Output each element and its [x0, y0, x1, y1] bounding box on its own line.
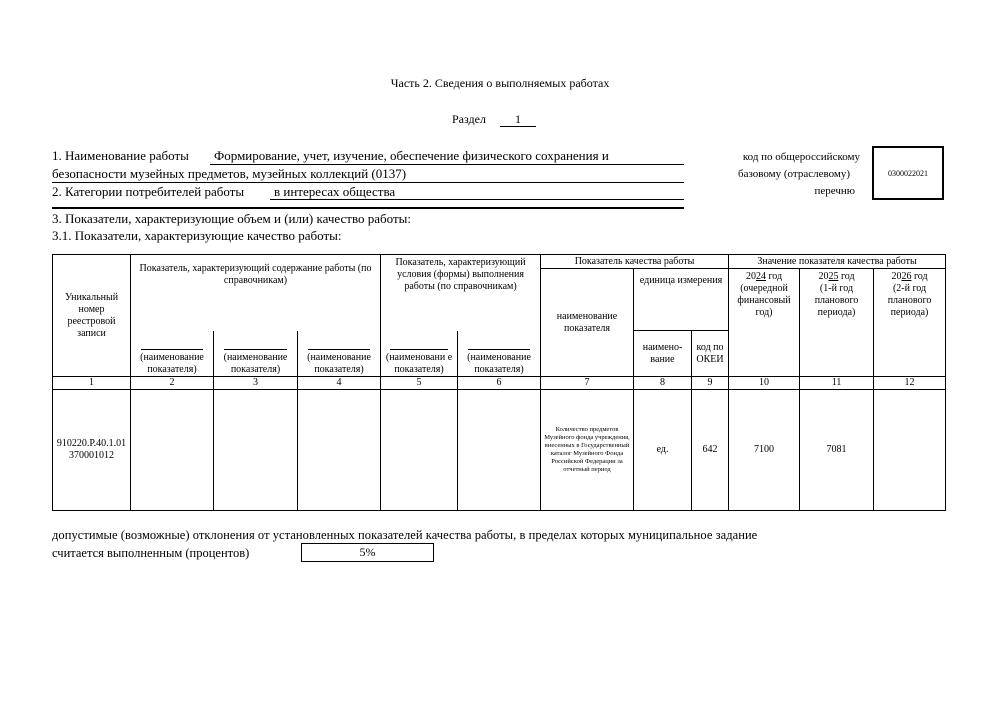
year1-note: (очередной финансовый год) [737, 283, 791, 318]
header-quality-value: Значение показателя качества работы [729, 255, 946, 269]
cell-value-year1: 7100 [729, 390, 800, 511]
column-number-7: 7 [541, 377, 634, 390]
cell-okei-code: 642 [692, 390, 729, 511]
deviation-text-line2: считается выполненным (процентов) [52, 546, 250, 560]
code-value: 0300022021 [888, 168, 928, 178]
indicators-subheading: 3.1. Показатели, характеризующие качество работы: [52, 228, 342, 243]
year1-value: 24 [755, 271, 766, 282]
year2-value: 25 [828, 271, 839, 282]
work-name-value-line2: безопасности музейных предметов, музейных коллекций (0137) [52, 166, 407, 181]
year3-value: 26 [901, 271, 912, 282]
cell-content-2 [214, 390, 298, 511]
cell-indicator-name: Количество предметов Музейного фонда учреждения, внесенных в Государственный каталог Музейного Фонда Российской Федерации за отчетный период [541, 390, 634, 511]
cell-registry-number: 910220.Р.40.1.01370001012 [53, 390, 131, 511]
category-divider [52, 207, 684, 209]
cell-content-3 [298, 390, 381, 511]
column-number-11: 11 [800, 377, 874, 390]
column-number-10: 10 [729, 377, 800, 390]
year3-prefix: 20 [891, 271, 902, 282]
cell-condition-2 [458, 390, 541, 511]
column-number-9: 9 [692, 377, 729, 390]
section-number: 1 [500, 112, 536, 127]
year3-note: (2-й год планового периода) [887, 283, 932, 318]
sub-header-name-d [381, 331, 458, 377]
header-content-indicator: Показатель, характеризующий содержание работы (по справочникам) [131, 255, 381, 331]
header-unique-number: Уникальный номер реестровой записи [53, 255, 131, 377]
header-unit-name: наимено-вание [634, 331, 692, 377]
section-label: Раздел [452, 112, 486, 126]
header-year1 [729, 269, 800, 377]
year2-note: (1-й год планового периода) [814, 283, 859, 318]
cell-content-1 [131, 390, 214, 511]
code-note-line2: базовому (отраслевому) [737, 168, 850, 180]
year2-prefix: 20 [818, 271, 829, 282]
code-box [872, 146, 944, 200]
header-year2 [800, 269, 874, 377]
column-number-6: 6 [458, 377, 541, 390]
cell-value-year2: 7081 [800, 390, 874, 511]
sub-header-name-e [458, 331, 541, 377]
column-number-2: 2 [131, 377, 214, 390]
column-number-1: 1 [53, 377, 131, 390]
part-title: Часть 2. Сведения о выполняемых работах [390, 76, 610, 90]
sub-header-name-a [131, 331, 214, 377]
year1-suffix: год [768, 271, 783, 282]
deviation-value-field[interactable]: 5% [301, 543, 434, 562]
header-okei-code: код по ОКЕИ [692, 331, 729, 377]
category-underline [270, 199, 684, 200]
year2-suffix: год [840, 271, 855, 282]
sub-header-name-a-text: (наименование показателя) [140, 352, 204, 375]
sub-header-name-b-text: (наименование показателя) [223, 352, 288, 375]
deviation-text-line1: допустимые (возможные) отклонения от установленных показателей качества работы, в пределах которых муниципальное задание [52, 528, 758, 542]
column-number-3: 3 [214, 377, 298, 390]
quality-indicators-table [52, 254, 946, 511]
table-row [53, 390, 946, 511]
column-number-8: 8 [634, 377, 692, 390]
column-number-12: 12 [874, 377, 946, 390]
column-numbers-row [53, 377, 946, 390]
category-value: в интересах общества [274, 184, 396, 199]
header-year3 [874, 269, 946, 377]
year1-prefix: 20 [745, 271, 756, 282]
category-label: 2. Категории потребителей работы [52, 184, 245, 199]
indicators-heading: 3. Показатели, характеризующие объем и (или) качество работы: [52, 211, 411, 226]
year3-suffix: год [913, 271, 928, 282]
work-name-value-line1: Формирование, учет, изучение, обеспечение физического сохранения и [214, 148, 609, 163]
sub-header-name-d-text: (наименовани е показателя) [385, 352, 453, 375]
header-indicator-name: наименование показателя [541, 269, 634, 377]
code-note-line1: код по общероссийскому [742, 151, 860, 163]
work-name-label: 1. Наименование работы [52, 148, 189, 163]
code-note-line3: перечню [814, 185, 855, 197]
sub-header-name-c-text: (наименование показателя) [307, 352, 371, 375]
cell-value-year3 [874, 390, 946, 511]
cell-unit-name: ед. [634, 390, 692, 511]
header-quality-indicator: Показатель качества работы [541, 255, 729, 269]
cell-condition-1 [381, 390, 458, 511]
sub-header-name-b [214, 331, 298, 377]
column-number-4: 4 [298, 377, 381, 390]
work-name-underline [210, 164, 684, 165]
sub-header-name-c [298, 331, 381, 377]
work-name-underline-2 [52, 182, 684, 183]
column-number-5: 5 [381, 377, 458, 390]
sub-header-name-e-text: (наименование показателя) [467, 352, 531, 375]
header-condition-indicator: Показатель, характеризующий условия (формы) выполнения работы (по справочникам) [381, 255, 541, 331]
header-unit: единица измерения [634, 269, 729, 331]
